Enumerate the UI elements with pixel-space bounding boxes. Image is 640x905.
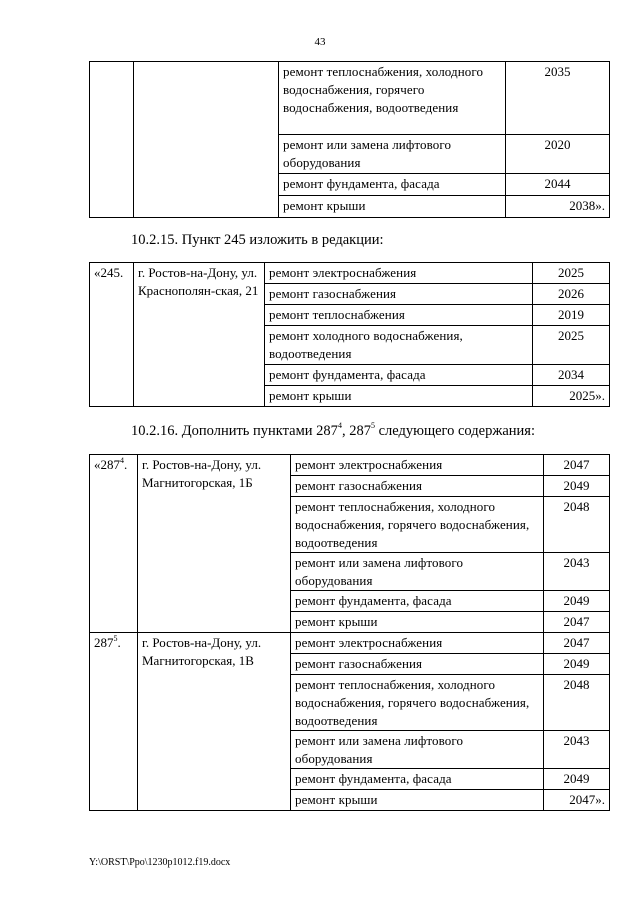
number-suffix: . [117, 635, 121, 650]
year-cell: 2044 [506, 174, 610, 196]
work-cell: ремонт газоснабжения [291, 654, 544, 675]
paragraph-10-2-15: 10.2.15. Пункт 245 изложить в редакции: [131, 232, 384, 248]
table-row [90, 263, 610, 284]
year-cell: 2049 [544, 769, 610, 790]
work-cell: ремонт электроснабжения [265, 263, 533, 284]
year-cell: 2038». [506, 196, 610, 218]
table-row [90, 633, 610, 654]
year-cell: 2048 [544, 497, 610, 553]
number-cell [90, 633, 138, 811]
work-cell: ремонт или замена лифтового оборудования [291, 731, 544, 769]
year-cell: 2043 [544, 731, 610, 769]
number-cell [90, 455, 138, 633]
table-row [90, 455, 610, 476]
year-cell: 2019 [533, 305, 610, 326]
year-cell: 2026 [533, 284, 610, 305]
work-cell: ремонт крыши [265, 386, 533, 407]
year-cell: 2043 [544, 553, 610, 591]
number-prefix: «287 [94, 457, 120, 472]
work-cell: ремонт фундамента, фасада [265, 365, 533, 386]
year-cell: 2025». [533, 386, 610, 407]
work-cell: ремонт крыши [279, 196, 506, 218]
number-cell [90, 62, 134, 218]
paragraph-tail: следующего содержания: [374, 423, 536, 439]
year-cell: 2049 [544, 476, 610, 497]
table-continuation [89, 61, 610, 218]
number-cell: «245. [90, 263, 134, 407]
paragraph-10-2-16 [131, 423, 535, 440]
page-number: 43 [314, 36, 326, 48]
address-cell: г. Ростов-на-Дону, ул. Краснополян-ская, 21 [134, 263, 265, 407]
footer-file-path: Y:\ORST\Ppo\1230p1012.f19.docx [89, 857, 231, 868]
year-cell: 2048 [544, 675, 610, 731]
superscript: 5 [113, 633, 118, 643]
work-cell: ремонт крыши [291, 612, 544, 633]
number-prefix: 287 [94, 635, 114, 650]
year-cell: 2047». [544, 790, 610, 811]
year-cell: 2025 [533, 326, 610, 365]
year-cell: 2025 [533, 263, 610, 284]
year-cell: 2035 [506, 62, 610, 135]
table-row [90, 62, 610, 135]
work-cell: ремонт теплоснабжения, холодного водоснабжения, горячего водоснабжения, водоотведения [279, 62, 506, 135]
year-cell: 2034 [533, 365, 610, 386]
superscript: 5 [370, 421, 375, 431]
work-cell: ремонт фундамента, фасада [279, 174, 506, 196]
year-cell: 2047 [544, 612, 610, 633]
address-cell [134, 62, 279, 218]
work-cell: ремонт теплоснабжения, холодного водоснабжения, горячего водоснабжения, водоотведения [291, 675, 544, 731]
year-cell: 2020 [506, 135, 610, 174]
work-cell: ремонт электроснабжения [291, 633, 544, 654]
work-cell: ремонт теплоснабжения, холодного водоснабжения, горячего водоснабжения, водоотведения [291, 497, 544, 553]
number-suffix: . [124, 457, 128, 472]
work-cell: ремонт теплоснабжения [265, 305, 533, 326]
work-cell: ремонт или замена лифтового оборудования [279, 135, 506, 174]
table-items-287 [89, 454, 610, 811]
work-cell: ремонт газоснабжения [265, 284, 533, 305]
superscript: 4 [337, 421, 342, 431]
work-cell: ремонт газоснабжения [291, 476, 544, 497]
work-cell: ремонт крыши [291, 790, 544, 811]
superscript: 4 [120, 455, 124, 465]
work-cell: ремонт холодного водоснабжения, водоотведения [265, 326, 533, 365]
paragraph-separator: , 287 [341, 423, 371, 439]
work-cell: ремонт или замена лифтового оборудования [291, 553, 544, 591]
address-cell: г. Ростов-на-Дону, ул. Магнитогорская, 1Б [138, 455, 291, 633]
address-cell: г. Ростов-на-Дону, ул. Магнитогорская, 1В [138, 633, 291, 811]
year-cell: 2049 [544, 591, 610, 612]
paragraph-text: 10.2.16. Дополнить пунктами 287 [131, 423, 338, 439]
year-cell: 2047 [544, 455, 610, 476]
work-cell: ремонт электроснабжения [291, 455, 544, 476]
year-cell: 2047 [544, 633, 610, 654]
table-item-245 [89, 262, 610, 407]
work-cell: ремонт фундамента, фасада [291, 769, 544, 790]
year-cell: 2049 [544, 654, 610, 675]
work-cell: ремонт фундамента, фасада [291, 591, 544, 612]
